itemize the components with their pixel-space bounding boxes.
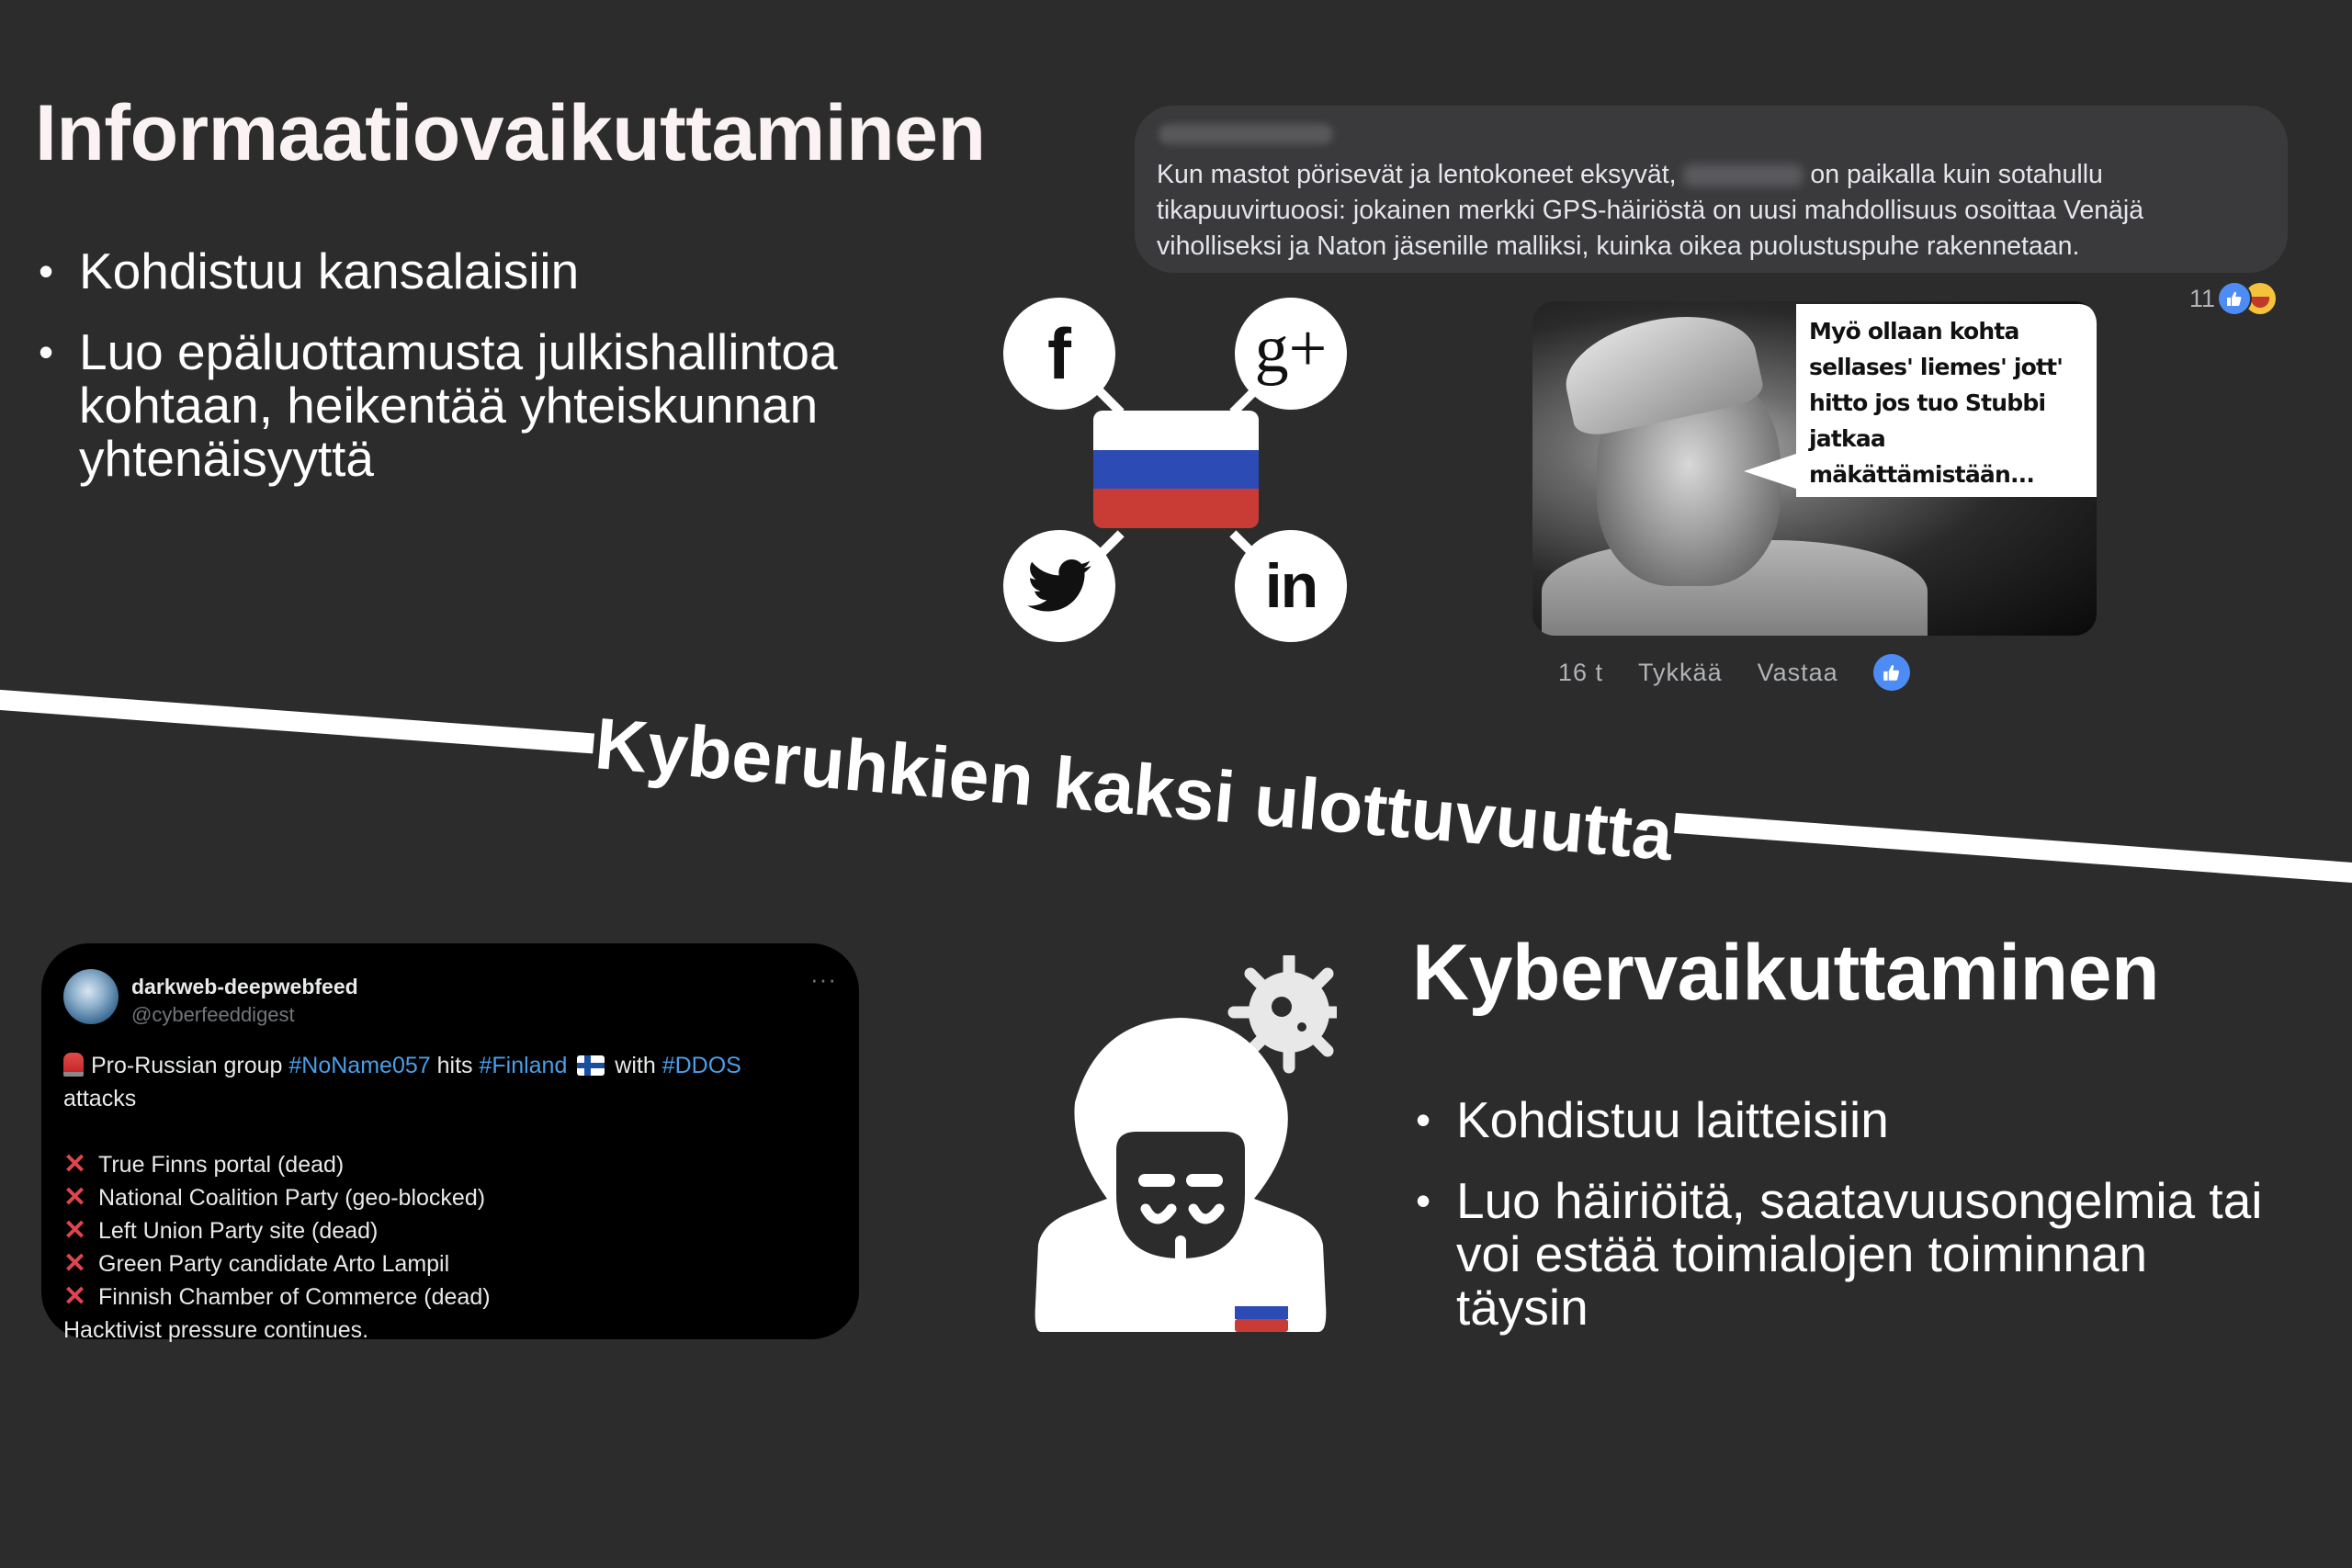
list-item: ✕ True Finns portal (dead) bbox=[63, 1149, 345, 1179]
info-section-title: Informaatiovaikuttaminen bbox=[35, 89, 986, 177]
tweet-display-name[interactable]: darkweb-deepwebfeed bbox=[131, 975, 358, 998]
finland-flag-icon bbox=[577, 1055, 605, 1076]
list-item: ✕ Green Party candidate Arto Lampil bbox=[63, 1248, 450, 1279]
reaction-summary[interactable] bbox=[2189, 281, 2276, 316]
list-item: ✕ Left Union Party site (dead) bbox=[63, 1215, 379, 1246]
cross-mark-icon: ✕ bbox=[63, 1182, 87, 1213]
cyber-bullet-list bbox=[1412, 1093, 2267, 1361]
target-list bbox=[63, 1148, 837, 1347]
tweet-text: Pro-Russian group #NoName057 hits #Finland with #DDOS attacks bbox=[63, 1053, 741, 1111]
info-bullet: • Luo epäluottamusta julkishallintoa kohtaan, heikentää yhteiskunnan yhtenäisyyttä bbox=[35, 325, 924, 485]
hashtag-link[interactable]: #Finland bbox=[479, 1053, 568, 1078]
twitter-icon bbox=[1003, 530, 1115, 642]
google-plus-icon: g+ bbox=[1235, 298, 1347, 410]
tweet-handle[interactable]: @cyberfeeddigest bbox=[131, 1003, 295, 1026]
more-options-icon[interactable]: ··· bbox=[810, 965, 837, 993]
facebook-icon: f bbox=[1003, 298, 1115, 410]
blurred-author-name bbox=[1159, 124, 1333, 144]
cross-mark-icon: ✕ bbox=[63, 1281, 87, 1312]
facebook-comment bbox=[1135, 106, 2288, 273]
cyber-bullet: • Luo häiriöitä, saatavuusongelmia tai voi estää toimialojen toiminnan täysin bbox=[1412, 1174, 2283, 1334]
blurred-name bbox=[1683, 164, 1803, 186]
comment-actions bbox=[1558, 654, 1945, 691]
like-icon[interactable] bbox=[1873, 654, 1910, 691]
cross-mark-icon: ✕ bbox=[63, 1215, 87, 1246]
cross-mark-icon: ✕ bbox=[63, 1149, 87, 1179]
avatar[interactable] bbox=[63, 969, 119, 1024]
list-item: ✕ Finnish Chamber of Commerce (dead) bbox=[63, 1281, 491, 1312]
tweet-card bbox=[41, 943, 859, 1343]
comment-time: 16 t bbox=[1558, 658, 1604, 686]
reply-link[interactable]: Vastaa bbox=[1757, 658, 1838, 686]
info-bullet-list bbox=[35, 244, 935, 513]
list-item: ✕ National Coalition Party (geo-blocked) bbox=[63, 1182, 486, 1213]
like-icon bbox=[2217, 281, 2252, 316]
comment-text: Kun mastot pörisevät ja lentokoneet eksyvät, on paikalla kuin sotahullu tikapuuvirtuoosi: jokainen merkki GPS-häiriöstä on uusi mahdollisuus osoittaa Venäjä viholliseksi ja Naton jäsenille malliksi, kuinka oikea puolustuspuhe rakennetaan. bbox=[1157, 160, 2144, 261]
cyber-section-title: Kybervaikuttaminen bbox=[1412, 929, 2160, 1017]
russia-flag bbox=[1093, 411, 1259, 528]
speech-bubble: Myö ollaan kohta sellases' liemes' jott' hitto jos tuo Stubbi jatkaa mäkättämistään... bbox=[1796, 304, 2097, 497]
reaction-count: 11 bbox=[2189, 284, 2216, 312]
tweet-footer: Hacktivist pressure continues. bbox=[63, 1317, 369, 1343]
like-link[interactable]: Tykkää bbox=[1638, 658, 1723, 686]
linkedin-icon: in bbox=[1235, 530, 1347, 642]
meme-image bbox=[1532, 301, 2097, 636]
siren-icon bbox=[63, 1053, 84, 1077]
cyber-bullet: • Kohdistuu laitteisiin bbox=[1412, 1093, 2267, 1146]
hashtag-link[interactable]: #NoName057 bbox=[288, 1053, 431, 1078]
info-bullet: • Kohdistuu kansalaisiin bbox=[35, 244, 935, 298]
hashtag-link[interactable]: #DDOS bbox=[662, 1053, 741, 1078]
hacker-icon bbox=[1024, 955, 1337, 1341]
slide-subtitle: Kyberuhkien kaksi ulottuvuutta bbox=[590, 702, 1678, 877]
cross-mark-icon: ✕ bbox=[63, 1248, 87, 1279]
russia-flag-patch bbox=[1235, 1297, 1288, 1332]
